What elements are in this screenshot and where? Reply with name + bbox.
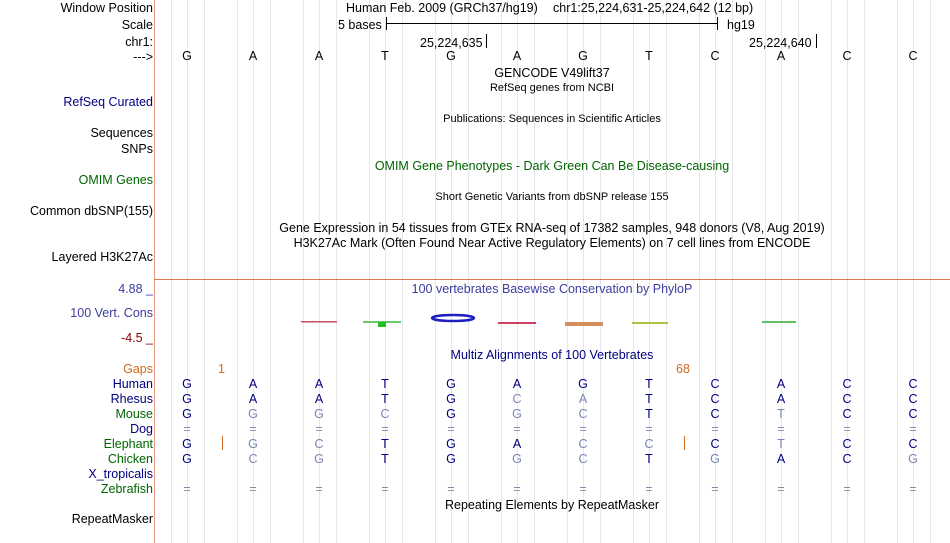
track-h3k27ac-desc: H3K27Ac Mark (Often Found Near Active Regulatory Elements) on 7 cell lines from ENCODE xyxy=(293,236,811,250)
aligned-base: G xyxy=(314,407,324,421)
base-letter: C xyxy=(842,49,852,63)
base-letter: C xyxy=(908,49,918,63)
aligned-base: = xyxy=(249,422,257,436)
aligned-base: T xyxy=(645,377,653,391)
aligned-base: C xyxy=(710,407,720,421)
aligned-base: = xyxy=(909,422,917,436)
aligned-base: G xyxy=(248,437,258,451)
track-label-sequences[interactable]: Sequences xyxy=(90,126,153,140)
assembly-title: Human Feb. 2009 (GRCh37/hg19) xyxy=(346,1,538,15)
aligned-base: = xyxy=(645,482,653,496)
aligned-base: T xyxy=(645,392,653,406)
aligned-base: = xyxy=(579,482,587,496)
scale-label: Scale xyxy=(121,18,153,32)
aligned-base: T xyxy=(645,452,653,466)
aligned-base: G xyxy=(446,437,456,451)
cons-bar xyxy=(565,322,603,326)
aligned-base: C xyxy=(710,377,720,391)
aligned-base: C xyxy=(908,392,918,406)
track-refseq-desc: RefSeq genes from NCBI xyxy=(489,82,615,94)
aligned-base: A xyxy=(776,377,786,391)
aligned-base: = xyxy=(645,422,653,436)
aligned-base: G xyxy=(182,392,192,406)
species-label[interactable]: Mouse xyxy=(115,407,153,421)
aligned-base: G xyxy=(182,377,192,391)
species-label[interactable]: Dog xyxy=(130,422,153,436)
aligned-base: C xyxy=(710,437,720,451)
aligned-base: = xyxy=(315,422,323,436)
cons-bar xyxy=(301,321,337,323)
cons-min-value: -4.5 _ xyxy=(121,331,153,345)
aligned-base: = xyxy=(579,422,587,436)
base-letter: A xyxy=(248,49,258,63)
track-label-omim[interactable]: OMIM Genes xyxy=(78,173,153,187)
track-label-common-dbsnp[interactable]: Common dbSNP(155) xyxy=(30,204,153,218)
base-letter: T xyxy=(381,49,389,63)
aligned-base: A xyxy=(776,452,786,466)
aligned-base: T xyxy=(645,407,653,421)
aligned-base: C xyxy=(578,452,588,466)
track-label-refseq[interactable]: RefSeq Curated xyxy=(63,95,153,109)
scale-db: hg19 xyxy=(727,18,755,32)
coord-label-2: 25,224,640 xyxy=(749,36,812,50)
aligned-base: T xyxy=(381,437,389,451)
aligned-base: A xyxy=(314,392,324,406)
gap-marker xyxy=(684,436,685,450)
aligned-base: G xyxy=(908,452,918,466)
aligned-base: G xyxy=(512,407,522,421)
gaps-label: Gaps xyxy=(123,362,153,376)
track-dbsnp-desc: Short Genetic Variants from dbSNP release 155 xyxy=(435,191,669,203)
track-group-divider xyxy=(154,279,950,280)
conservation-plot xyxy=(155,308,950,338)
aligned-base: = xyxy=(909,482,917,496)
cons-bar xyxy=(378,322,386,327)
aligned-base: C xyxy=(512,392,522,406)
aligned-base: A xyxy=(512,377,522,391)
coord-label-1: 25,224,635 xyxy=(420,36,483,50)
logo-glyph-g xyxy=(432,315,474,321)
track-phylop: 100 vertebrates Basewise Conservation by PhyloP xyxy=(411,282,693,296)
aligned-base: G xyxy=(512,452,522,466)
aligned-base: = xyxy=(843,482,851,496)
base-letter: A xyxy=(314,49,324,63)
species-label[interactable]: Elephant xyxy=(103,437,153,451)
aligned-base: G xyxy=(182,452,192,466)
position-title: chr1:25,224,631-25,224,642 (12 bp) xyxy=(553,1,754,15)
aligned-base: = xyxy=(183,422,191,436)
aligned-base: G xyxy=(248,407,258,421)
species-label[interactable]: Rhesus xyxy=(110,392,153,406)
cons-bar xyxy=(762,321,796,323)
aligned-base: = xyxy=(183,482,191,496)
track-label-cons[interactable]: 100 Vert. Cons xyxy=(70,306,153,320)
track-omim-desc: OMIM Gene Phenotypes - Dark Green Can Be Disease-causing xyxy=(374,159,730,173)
aligned-base: C xyxy=(842,377,852,391)
aligned-base: T xyxy=(381,392,389,406)
aligned-base: C xyxy=(908,437,918,451)
aligned-base: C xyxy=(908,407,918,421)
aligned-base: G xyxy=(710,452,720,466)
base-letter: A xyxy=(512,49,522,63)
track-gencode[interactable]: GENCODE V49lift37 xyxy=(494,66,610,80)
aligned-base: G xyxy=(578,377,588,391)
aligned-base: A xyxy=(776,392,786,406)
aligned-base: = xyxy=(513,482,521,496)
base-letter: T xyxy=(645,49,653,63)
species-label[interactable]: Zebrafish xyxy=(100,482,153,496)
aligned-base: = xyxy=(513,422,521,436)
aligned-base: C xyxy=(842,437,852,451)
gap-marker xyxy=(222,436,223,450)
aligned-base: A xyxy=(314,377,324,391)
base-letter: C xyxy=(710,49,720,63)
aligned-base: = xyxy=(315,482,323,496)
coord-tick-1 xyxy=(486,34,487,48)
species-label[interactable]: X_tropicalis xyxy=(88,467,153,481)
aligned-base: = xyxy=(447,422,455,436)
aligned-base: = xyxy=(777,422,785,436)
aligned-base: C xyxy=(248,452,258,466)
aligned-base: C xyxy=(578,407,588,421)
track-label-repeatmasker[interactable]: RepeatMasker xyxy=(71,512,153,526)
aligned-base: A xyxy=(578,392,588,406)
aligned-base: A xyxy=(512,437,522,451)
cons-max-value: 4.88 _ xyxy=(118,282,153,296)
aligned-base: = xyxy=(843,422,851,436)
aligned-base: G xyxy=(446,407,456,421)
track-repeatmasker-desc: Repeating Elements by RepeatMasker xyxy=(444,498,659,512)
cons-bar xyxy=(632,322,668,324)
aligned-base: G xyxy=(446,392,456,406)
aligned-base: = xyxy=(711,482,719,496)
aligned-base: G xyxy=(446,452,456,466)
base-letter: G xyxy=(578,49,588,63)
track-label-snps[interactable]: SNPs xyxy=(121,142,153,156)
aligned-base: = xyxy=(381,422,389,436)
scale-bar-right-tick xyxy=(717,17,718,30)
aligned-base: = xyxy=(249,482,257,496)
aligned-base: A xyxy=(248,377,258,391)
aligned-base: C xyxy=(314,437,324,451)
track-label-h3k27ac[interactable]: Layered H3K27Ac xyxy=(51,250,153,264)
gap-count: 1 xyxy=(218,362,225,376)
aligned-base: = xyxy=(447,482,455,496)
aligned-base: C xyxy=(842,392,852,406)
aligned-base: G xyxy=(182,407,192,421)
aligned-base: G xyxy=(182,437,192,451)
aligned-base: C xyxy=(842,452,852,466)
scale-bar xyxy=(386,23,718,24)
aligned-base: T xyxy=(777,437,785,451)
cons-bar xyxy=(498,322,536,324)
species-label[interactable]: Human xyxy=(112,377,153,391)
aligned-base: = xyxy=(711,422,719,436)
base-letter: A xyxy=(776,49,786,63)
gap-count: 68 xyxy=(676,362,690,376)
aligned-base: C xyxy=(644,437,654,451)
aligned-base: C xyxy=(710,392,720,406)
aligned-base: G xyxy=(314,452,324,466)
aligned-base: C xyxy=(578,437,588,451)
aligned-base: A xyxy=(248,392,258,406)
aligned-base: C xyxy=(908,377,918,391)
chrom-label: chr1: xyxy=(125,35,153,49)
aligned-base: C xyxy=(842,407,852,421)
track-multiz: Multiz Alignments of 100 Vertebrates xyxy=(450,348,654,362)
coord-tick-2 xyxy=(816,34,817,48)
base-letter: G xyxy=(182,49,192,63)
aligned-base: = xyxy=(381,482,389,496)
species-label[interactable]: Chicken xyxy=(107,452,153,466)
aligned-base: T xyxy=(777,407,785,421)
aligned-base: C xyxy=(380,407,390,421)
strand-arrow-label[interactable]: ---> xyxy=(133,50,153,64)
window-position-label: Window Position xyxy=(60,1,153,15)
aligned-base: T xyxy=(381,452,389,466)
aligned-base: G xyxy=(446,377,456,391)
aligned-base: T xyxy=(381,377,389,391)
scale-text: 5 bases xyxy=(338,18,382,32)
track-gtex[interactable]: Gene Expression in 54 tissues from GTEx RNA-seq of 17382 samples, 948 donors (V8, Aug 2019) xyxy=(279,221,825,235)
aligned-base: = xyxy=(777,482,785,496)
base-letter: G xyxy=(446,49,456,63)
track-publications[interactable]: Publications: Sequences in Scientific Articles xyxy=(443,113,661,125)
